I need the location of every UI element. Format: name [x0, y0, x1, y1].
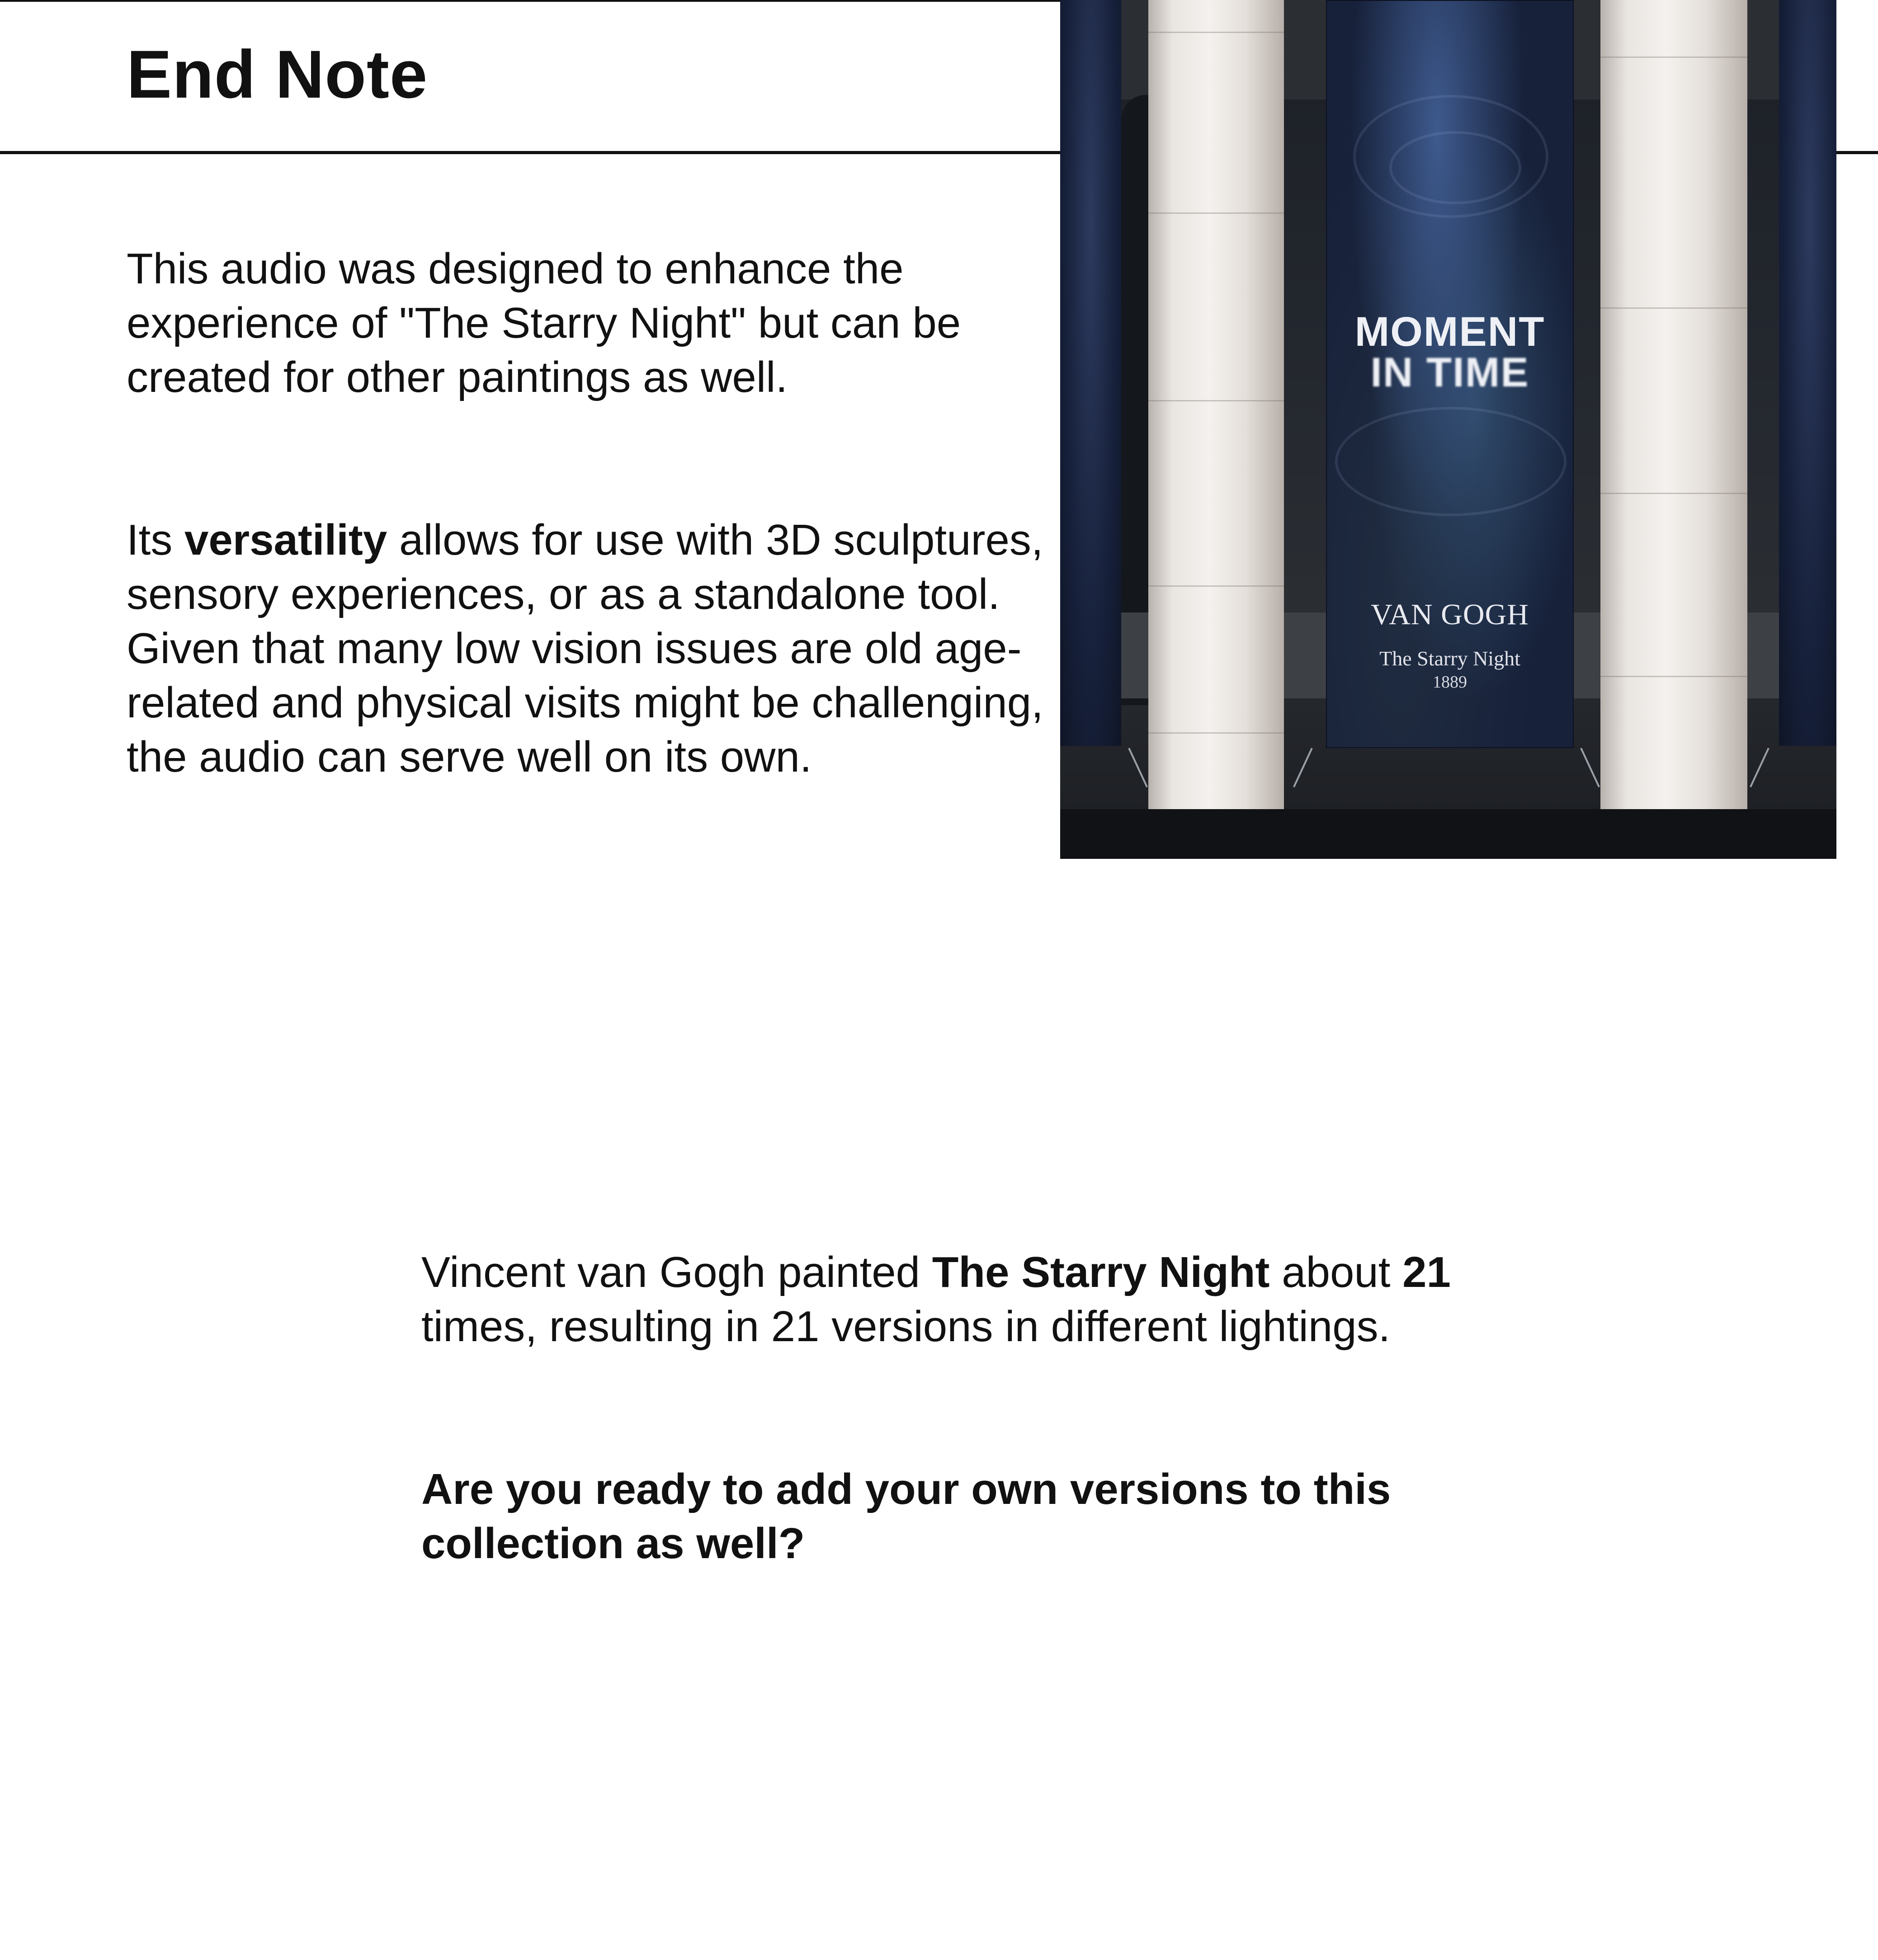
banner-year: 1889 — [1433, 673, 1467, 692]
closing-body: times, resulting in 21 versions in different lightings. — [421, 1302, 1391, 1351]
ground-shadow — [1060, 809, 1836, 859]
column-seam — [1600, 307, 1747, 309]
versatility-lead: Its — [127, 516, 185, 564]
banner-chain — [1128, 748, 1148, 787]
closing-painting-title: The Starry Night — [932, 1248, 1270, 1296]
column-seam — [1600, 57, 1747, 58]
stone-column-left — [1148, 0, 1284, 859]
header-divider — [0, 151, 1060, 154]
swirl-shape — [1335, 407, 1567, 516]
column-seam — [1600, 493, 1747, 494]
column-seam — [1148, 585, 1284, 587]
side-banner-left — [1060, 0, 1121, 746]
banner-headline-line2: IN TIME — [1370, 349, 1529, 396]
closing-paragraph — [421, 1245, 1461, 1354]
stone-column-right — [1600, 0, 1747, 859]
column-seam — [1600, 676, 1747, 677]
starry-night-banner — [1326, 0, 1574, 748]
column-seam — [1148, 212, 1284, 214]
column-seam — [1148, 732, 1284, 734]
versatility-keyword: versatility — [184, 516, 387, 564]
top-rule — [0, 0, 1060, 2]
banner-chain — [1580, 748, 1600, 787]
side-banner-right — [1779, 0, 1836, 746]
banner-chain — [1293, 748, 1313, 787]
header-divider-right — [1836, 151, 1878, 154]
versatility-paragraph — [127, 513, 1058, 784]
museum-banner-photo — [1060, 0, 1836, 859]
banner-artist: VAN GOGH — [1371, 598, 1529, 631]
closing-question: Are you ready to add your own versions to this collection as well? — [421, 1465, 1391, 1568]
closing-lead: Vincent van Gogh painted — [421, 1248, 932, 1296]
banner-chain — [1750, 748, 1769, 787]
banner-headline-line1: MOMENT — [1354, 309, 1545, 355]
column-seam — [1148, 32, 1284, 33]
column-seam — [1148, 400, 1284, 401]
banner-artwork-title: The Starry Night — [1379, 647, 1520, 670]
swirl-shape — [1389, 131, 1521, 204]
page-title: End Note — [127, 36, 428, 112]
closing-mid: about — [1269, 1248, 1403, 1296]
intro-paragraph: This audio was designed to enhance the experience of "The Starry Night" but can be created for other paintings as well. — [127, 245, 961, 401]
closing-version-count: 21 — [1402, 1248, 1451, 1296]
versatility-body: allows for use with 3D sculptures, sensory experiences, or as a standalone tool. Given that many low vision issues are old age-related and physical visits might be challenging, the audio can serve well on its own. — [127, 516, 1043, 781]
